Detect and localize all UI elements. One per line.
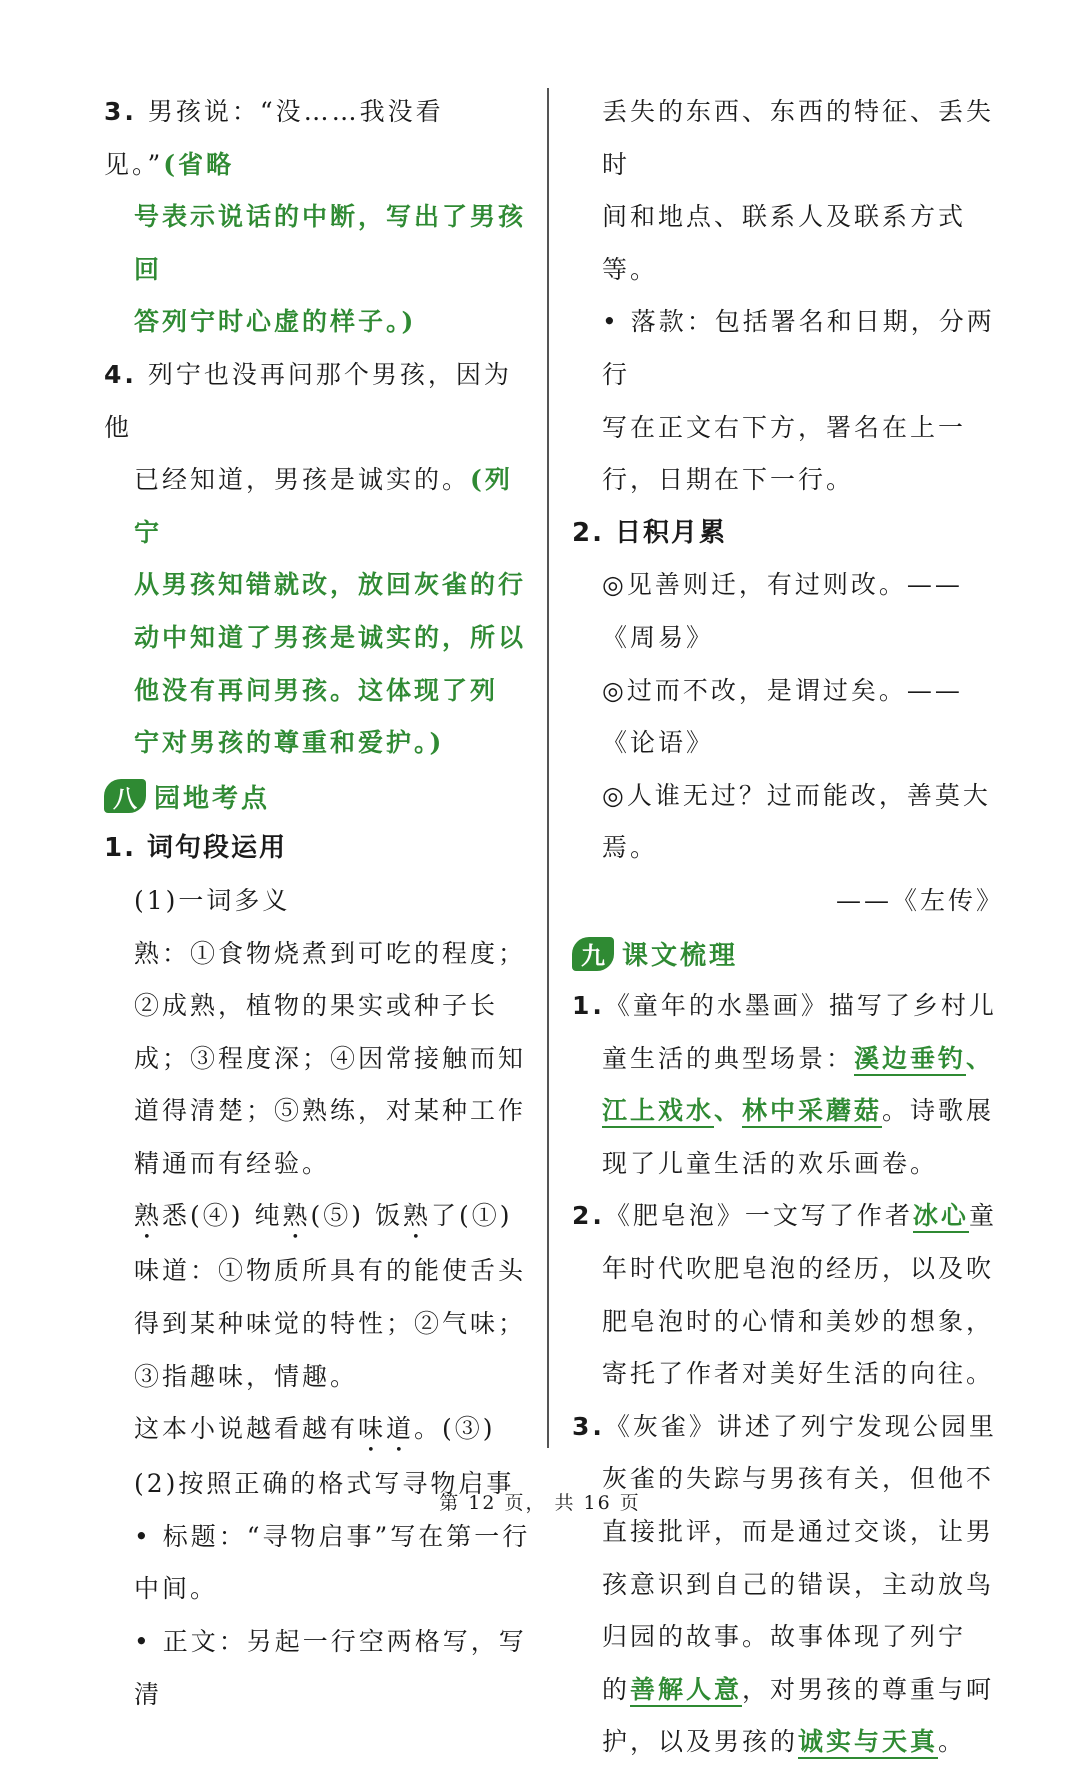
sub-heading: (2)按照正确的格式写寻物启事 <box>134 1469 515 1499</box>
shu-def: 熟：①食物烧煮到可吃的程度； <box>134 938 527 968</box>
bullet-title: 中间。 <box>134 1574 219 1604</box>
item-3-note: 号表示说话的中断，写出了男孩回 <box>134 202 527 284</box>
question-2-heading: 2. 日积月累 <box>572 517 728 548</box>
shu-examples: 熟悉(④) 纯熟(⑤) 饭熟了(①) <box>134 1201 513 1231</box>
summary-1-line: 童生活的典型场景：溪边垂钓、 <box>572 1033 1004 1086</box>
item-4-note: 宁对男孩的尊重和爱护。) <box>134 728 445 758</box>
right-column <box>572 86 1004 1769</box>
quote: ◎见善则迁，有过则改。——《周易》 <box>602 570 963 652</box>
item-4-note: 他没有再问男孩。这体现了列 <box>134 675 499 705</box>
section-8-header <box>104 770 536 823</box>
bullet-body: • 正文：另起一行空两格写，写清 <box>134 1627 527 1709</box>
sub-heading: (1)一词多义 <box>134 885 291 915</box>
column-divider <box>547 88 549 1448</box>
summary-1: 1.《童年的水墨画》描写了乡村儿 <box>572 991 997 1021</box>
shu-def: 成；③程度深；④因常接触而知 <box>134 1043 527 1073</box>
item-3: 3. 男孩说：“没……我没看见。”(省略 <box>104 97 444 179</box>
quote: ◎人谁无过？过而能改，善莫大焉。 <box>602 780 991 863</box>
wei-def: ③指趣味，情趣。 <box>134 1361 359 1391</box>
item-4-line: 已经知道，男孩是诚实的。(列宁 <box>134 465 513 547</box>
item-4-note: 动中知道了男孩是诚实的，所以 <box>134 622 527 652</box>
section-9-header <box>572 928 1004 981</box>
bullet-body-cont: 间和地点、联系人及联系方式等。 <box>602 202 967 284</box>
quote: ◎过而不改，是谓过矣。——《论语》 <box>602 675 963 758</box>
summary-1-line: 江上戏水、林中采蘑菇。诗歌展 <box>572 1085 1004 1138</box>
bullet-sign: 写在正文右下方，署名在上一 <box>602 412 967 442</box>
left-column <box>104 86 536 1721</box>
quote-source: ——《左传》 <box>835 885 1004 915</box>
summary-3-line: 灰雀的失踪与男孩有关，但他不 <box>602 1464 995 1494</box>
item-4: 4. 列宁也没再问那个男孩，因为他 <box>104 359 512 442</box>
summary-2-line: 年时代吹肥皂泡的经历，以及吹 <box>602 1254 995 1284</box>
wei-example: 这本小说越看越有味道。(③) <box>134 1414 496 1444</box>
bullet-title: • 标题：“寻物启事”写在第一行 <box>134 1521 531 1551</box>
bullet-sign: 行，日期在下一行。 <box>602 465 855 495</box>
summary-2-line: 寄托了作者对美好生活的向往。 <box>602 1359 995 1389</box>
page-footer: 第 12 页， 共 16 页 <box>439 1492 641 1514</box>
section-badge: 九 <box>572 937 614 971</box>
shu-def: 精通而有经验。 <box>134 1148 331 1178</box>
summary-3-line: 归园的故事。故事体现了列宁 <box>602 1622 967 1652</box>
question-1-heading: 1. 词句段运用 <box>104 833 288 864</box>
bullet-sign: • 落款：包括署名和日期，分两行 <box>602 307 995 389</box>
summary-3-line: 的善解人意，对男孩的尊重与呵 <box>572 1664 1004 1717</box>
item-3-note: 答列宁时心虚的样子。) <box>134 307 417 337</box>
summary-2-line: 肥皂泡时的心情和美妙的想象， <box>602 1306 995 1336</box>
bullet-body-cont: 丢失的东西、东西的特征、丢失时 <box>602 97 995 179</box>
wei-def: 味道：①物质所具有的能使舌头 <box>134 1256 527 1286</box>
wei-def: 得到某种味觉的特性；②气味； <box>134 1309 527 1339</box>
summary-2: 2.《肥皂泡》一文写了作者冰心童 <box>572 1190 1004 1243</box>
summary-3-line: 孩意识到自己的错误，主动放鸟 <box>602 1569 995 1599</box>
summary-3-line: 直接批评，而是通过交谈，让男 <box>602 1517 995 1547</box>
shu-def: ②成熟，植物的果实或种子长 <box>134 991 499 1021</box>
summary-3-line: 护，以及男孩的诚实与天真。 <box>572 1716 1004 1769</box>
summary-1-line: 现了儿童生活的欢乐画卷。 <box>602 1148 939 1178</box>
summary-3: 3.《灰雀》讲述了列宁发现公园里 <box>572 1411 997 1441</box>
section-title: 园地考点 <box>154 783 271 814</box>
section-title: 课文梳理 <box>622 941 739 972</box>
shu-def: 道得清楚；⑤熟练，对某种工作 <box>134 1096 527 1126</box>
section-badge: 八 <box>104 779 146 813</box>
item-4-note: 从男孩知错就改，放回灰雀的行 <box>134 570 527 600</box>
